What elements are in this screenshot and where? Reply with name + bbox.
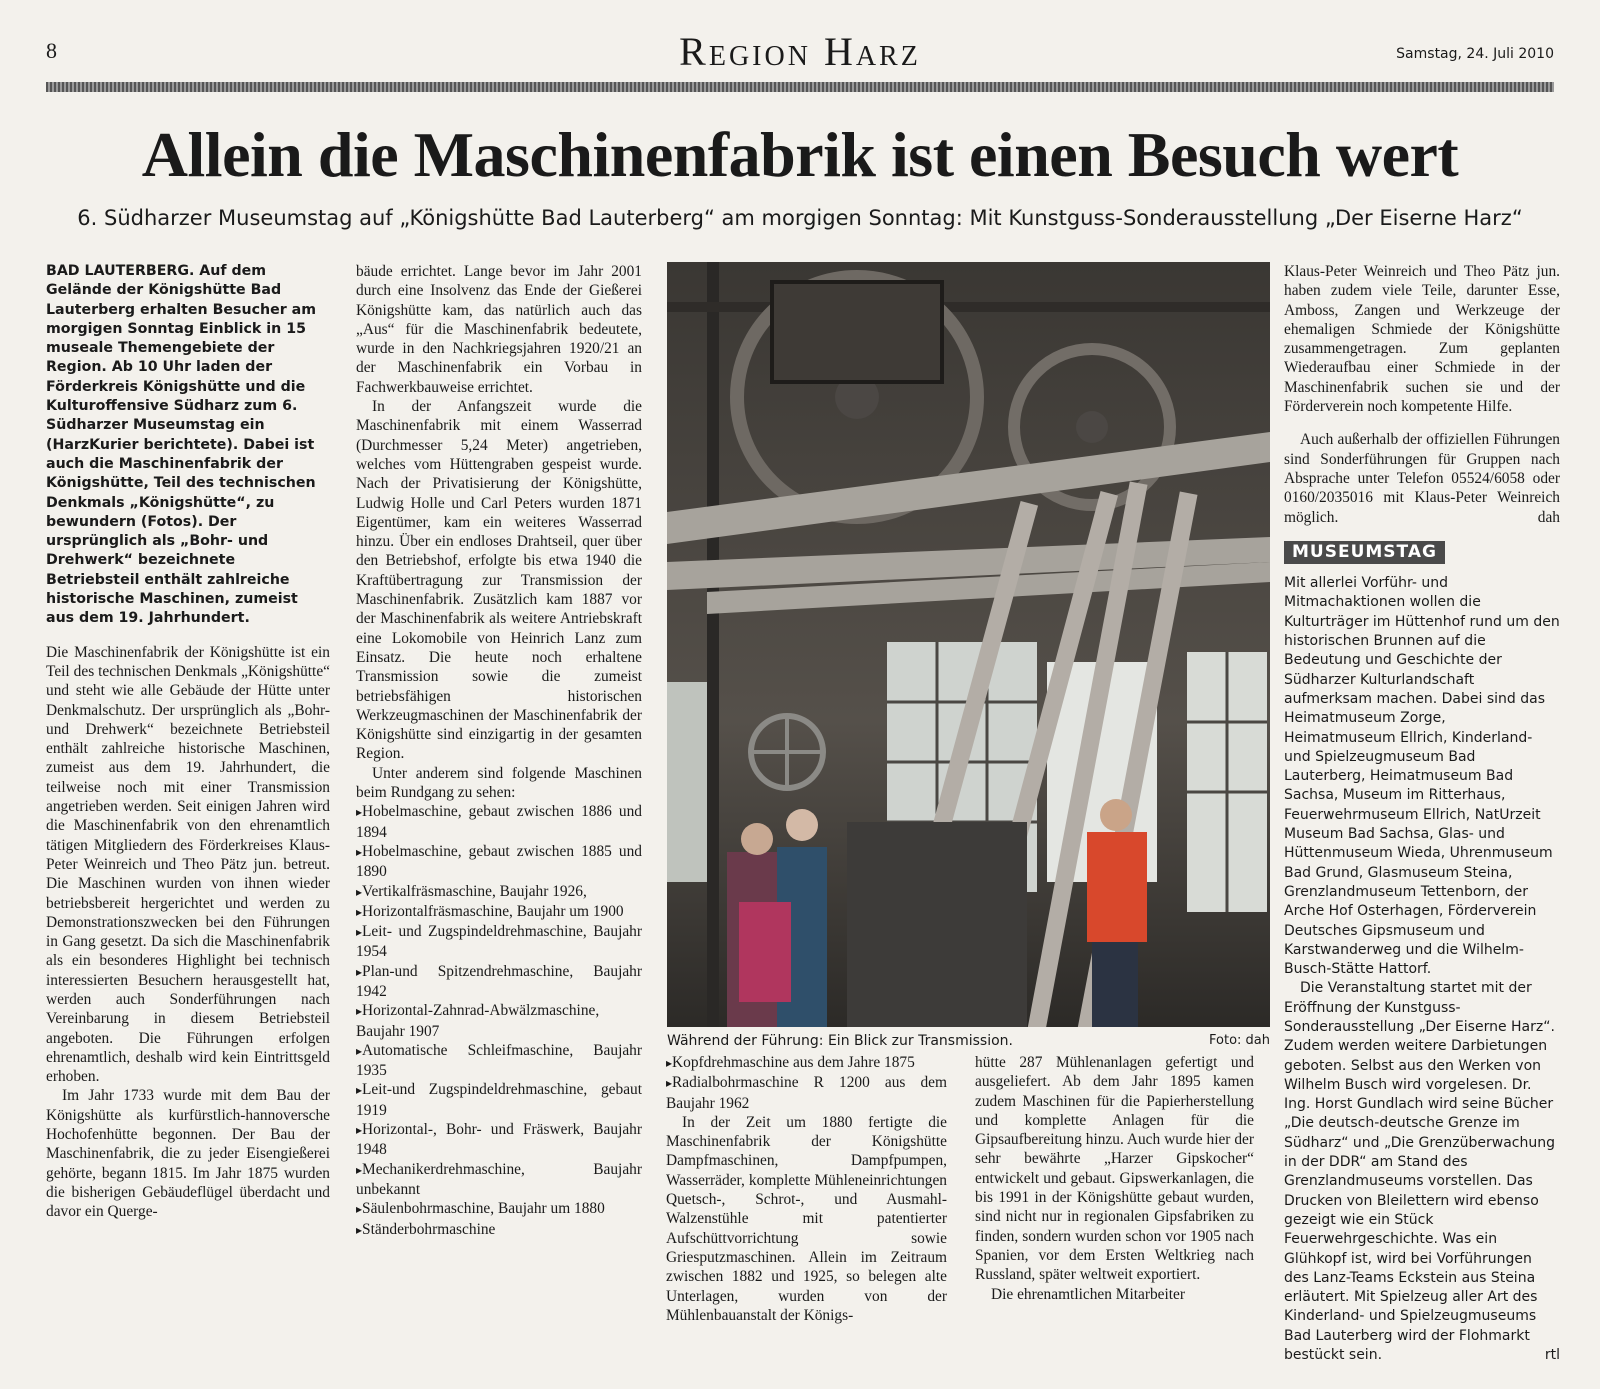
- column-2: [356, 262, 642, 1240]
- column-5: [1284, 262, 1560, 1365]
- masthead: [46, 28, 1554, 76]
- machine-list-item: ▸ Kopfdrehmaschine aus dem Jahre 1875: [666, 1053, 947, 1073]
- body-paragraph: In der Zeit um 1880 fertigte die Maschinenfabrik der Königshütte Dampfmaschinen, Dampfpumpen, Wasserräder, komplette Mühleneinrichtungen Quetsch-, Schrot-, und Ausmahl-Walzenstühle mit patentierter Aufschüttvorrichtung sowie Griesputzmaschinen. Allein im Zeitraum zwischen 1882 und 1925, so belegen alte Unterlagen, wurden von der Mühlenbauanstalt der Königs-: [666, 1113, 947, 1324]
- machine-list-item: ▸ Ständerbohrmaschine: [356, 1220, 642, 1240]
- subheadline: 6. Südharzer Museumstag auf „Königshütte Bad Lauterberg“ am morgigen Sonntag: Mit Kunstguss-Sonderausstellung „Der Eiserne Harz“: [77, 206, 1523, 230]
- body-paragraph: Im Jahr 1733 wurde mit dem Bau der Königshütte als kurfürstlich-hannoversche Hochofenhütte begonnen. Der Bau der Maschinenfabrik, die zu jeder Eisengießerei gehörte, begann 1815. Im Jahr 1875 wurden die bisherigen Gebäudeflügel überdacht und davor ein Querge-: [46, 1087, 330, 1221]
- masthead-rule: [46, 82, 1554, 92]
- machine-list-item: ▸ Vertikalfräsmaschine, Baujahr 1926,: [356, 882, 642, 902]
- machine-list-item: ▸ Säulenbohrmaschine, Baujahr um 1880: [356, 1199, 642, 1219]
- machine-list-item: ▸ Radialbohrmaschine R 1200 aus dem Baujahr 1962: [666, 1073, 947, 1113]
- body-paragraph: Die Maschinenfabrik der Königshütte ist ein Teil des technischen Denkmals „Königshütte“ und steht wie alle Gebäude der Hütte unter Denkmalschutz. Der ursprünglich als „Bohr- und Drehwerk“ bezeichnete Betriebsteil enthält zahlreiche historische Maschinen, zumeist aus dem 19. Jahrhundert, die teilweise noch mit einer Transmission angetrieben werden. Seit einigen Jahren wird die Maschinenfabrik von den ehrenamtlich tätigen Mitgliedern des Förderkreises Klaus-Peter Weinreich und Theo Pätz jun. betreut. Die Maschinen wurden von ihnen wieder betriebsbereit hergerichtet und werden zu Demonstrationszwecken bei den Führungen in Gang gesetzt. Da sich die Maschinenfabrik als ein besonderes Highlight bei technisch interessierten Besuchern herausgestellt hat, werden auch Sonderführungen nach Vereinbarung in diesem Betriebsteil angeboten. Die Führungen erfolgen ehrenamtlich, deshalb wird kein Eintrittsgeld erhoben.: [46, 643, 330, 1086]
- sidebar-paragraph: [1284, 979, 1560, 1365]
- body-paragraph: Die ehrenamtlichen Mitarbeiter: [991, 1285, 1186, 1303]
- photo-caption: [667, 1033, 1270, 1049]
- headline: Allein die Maschinenfabrik ist einen Besuch wert: [141, 119, 1459, 190]
- section-title: Region Harz: [679, 29, 921, 74]
- column-4: [975, 1053, 1254, 1304]
- column-3: [666, 1053, 947, 1325]
- author-signature: dah: [1537, 508, 1560, 526]
- sidebar-signature: rtl: [1544, 1347, 1560, 1364]
- machine-list-item: ▸ Mechanikerdrehmaschine, Baujahr unbekannt: [356, 1160, 642, 1200]
- photo-credit: Foto: dah: [1209, 1033, 1270, 1048]
- sidebar-paragraph: Mit allerlei Vorführ- und Mitmachaktionen wollen die Kulturträger im Hüttenhof rund um den historischen Brunnen auf die Bedeutung und Geschichte der Südharzer Kulturlandschaft aufmerksam machen. Dabei sind das Heimatmuseum Zorge, Heimatmuseum Ellrich, Kinderland- und Spielzeugmuseum Bad Lauterberg, Heimatmuseum Bad Sachsa, Museum im Ritterhaus, Feuerwehrmuseum Ellrich, NatUrzeit Museum Bad Sachsa, Glas- und Hüttenmuseum Wieda, Uhrenmuseum Bad Grund, Glasmuseum Steina, Grenzlandmuseum Tettenborn, der Arche Hof Osterhagen, Förderverein Deutsches Gipsmuseum und Karstwanderweg und die Wilhelm-Busch-Stätte Hattorf.: [1284, 575, 1560, 978]
- lead-paragraph: BAD LAUTERBERG. Auf dem Gelände der Königshütte Bad Lauterberg erhalten Besucher am morgigen Sonntag Einblick in 15 museale Themengebiete der Region. Ab 10 Uhr laden der Förderkreis Königshütte und die Kulturoffensive Südharz zum 6. Südharzer Museumstag ein (HarzKurier berichtete). Dabei ist auch die Maschinenfabrik der Königshütte, Teil des technischen Denkmals „Königshütte“, zu bewundern (Fotos). Der ursprünglich als „Bohr- und Drehwerk“ bezeichnete Betriebsteil enthält zahlreiche historische Maschinen, zumeist aus dem 19. Jahrhundert.: [46, 263, 316, 627]
- body-paragraph: Klaus-Peter Weinreich und Theo Pätz jun. haben zudem viele Teile, darunter Esse, Amboss, Zangen und Werkzeuge der ehemaligen Schmiede der Königshütte zusammengetragen. Zum geplanten Wiederaufbau einer Schmiede in der Maschinenfabrik suchen sie und der Förderverein noch kompetente Hilfe.: [1284, 263, 1560, 416]
- machine-list-item: ▸ Hobelmaschine, gebaut zwischen 1886 und 1894: [356, 802, 642, 842]
- body-paragraph: Unter anderem sind folgende Maschinen beim Rundgang zu sehen:: [356, 764, 642, 802]
- issue-date: Samstag, 24. Juli 2010: [1396, 46, 1554, 62]
- column-1: [46, 262, 330, 1222]
- transmission-photo-illustration: [667, 262, 1270, 1027]
- body-paragraph: [1284, 430, 1560, 526]
- body-paragraph: bäude errichtet. Lange bevor im Jahr 2001 durch eine Insolvenz das Ende der Gießerei Königshütte kam, das natürlich auch das „Aus“ für die Maschinenfabrik bedeutete, wurde in den Nachkriegsjahren 1920/21 an der Maschinenfabrik ein Vorbau in Fachwerkbauweise errichtet.: [356, 263, 642, 396]
- machine-list-item: ▸ Leit- und Zugspindeldrehmaschine, Baujahr 1954: [356, 922, 642, 962]
- machine-list-item: ▸ Hobelmaschine, gebaut zwischen 1885 und 1890: [356, 842, 642, 882]
- transmission-photo: [667, 262, 1270, 1027]
- machine-list-item: ▸ Leit-und Zugspindeldrehmaschine, gebaut 1919: [356, 1080, 642, 1120]
- sidebar-paragraph-text: Die Veranstaltung startet mit der Eröffnung der Kunstguss-Sonderausstellung „Der Eiserne Harz“. Zudem werden weitere Darbietungen geboten. Selbst aus den Werken von Wilhelm Busch wird vorgelesen. Dr. Ing. Horst Gundlach wird seine Bücher „Die deutsch-deutsche Grenze im Südharz“ und „Die Grenzüberwachung in der DDR“ am Stand des Grenzlandmuseums vorstellen. Das Drucken von Bleilettern wird ebenso gezeigt wie ein Stück Feuerwehrgeschichte. Was ein Glühkopf ist, wird bei Vorführungen des Lanz-Teams Eckstein aus Steina erläutert. Mit Spielzeug aller Art des Kinderland- und Spielzeugmuseums Bad Lauterberg wird der Flohmarkt bestückt sein.: [1284, 980, 1555, 1364]
- page-number: 8: [46, 38, 57, 63]
- sidebar-kicker: MUSEUMSTAG: [1284, 541, 1445, 564]
- machine-list-item: ▸ Horizontal-, Bohr- und Fräswerk, Baujahr 1948: [356, 1120, 642, 1160]
- body-paragraph: hütte 287 Mühlenanlagen gefertigt und ausgeliefert. Ab dem Jahr 1895 kamen zudem Maschinen für die Papierherstellung und komplette Anlagen für die Gipsaufbereitung hinzu. Auch wurde hier der sehr bewährte „Harzer Gipskocher“ entwickelt und gebaut. Gipswerkanlagen, die bis 1991 in der Königshütte gebaut wurden, sind nicht nur in regionalen Gipsfabriken zu finden, sondern wurden schon vor 1905 nach Spanien, vor dem Ersten Weltkrieg nach Russland, später weltweit exportiert.: [975, 1054, 1254, 1284]
- machine-list-item: ▸ Automatische Schleifmaschine, Baujahr 1935: [356, 1041, 642, 1081]
- machine-list-item: ▸ Plan-und Spitzendrehmaschine, Baujahr 1942: [356, 962, 642, 1002]
- machine-list-item: ▸ Horizontal-Zahnrad-Abwälzmaschine, Baujahr 1907: [356, 1001, 642, 1041]
- body-paragraph: In der Anfangszeit wurde die Maschinenfabrik mit einem Wasserrad (Durchmesser 5,24 Meter) angetrieben, welches vom Hüttengraben gespeist wurde. Nach der Privatisierung der Königshütte, Ludwig Holle und Carl Peters wurden 1871 Eigentümer, kam ein weiteres Wasserrad hinzu. Über ein endloses Drahtseil, quer über den Betriebshof, erfolgte bis etwa 1940 die Kraftübertragung zur Transmission der Maschinenfabrik. Zusätzlich kam 1887 vor der Maschinenfabrik als weitere Antriebskraft eine Lokomobile von Heinrich Lanz zum Einsatz. Die heute noch erhaltene Transmission sowie die zumeist betriebsfähigen historischen Werkzeugmaschinen der Maschinenfabrik der Königshütte sind einzigartig in der gesamten Region.: [356, 398, 642, 763]
- machine-list-item: ▸ Horizontalfräsmaschine, Baujahr um 1900: [356, 902, 642, 922]
- caption-text: Während der Führung: Ein Blick zur Transmission.: [667, 1033, 1013, 1049]
- contact-paragraph: Auch außerhalb der offiziellen Führungen sind Sonderführungen für Gruppen nach Absprache unter Telefon 05524/6058 oder 0160/2035016 mit Klaus-Peter Weinreich möglich.: [1284, 431, 1560, 526]
